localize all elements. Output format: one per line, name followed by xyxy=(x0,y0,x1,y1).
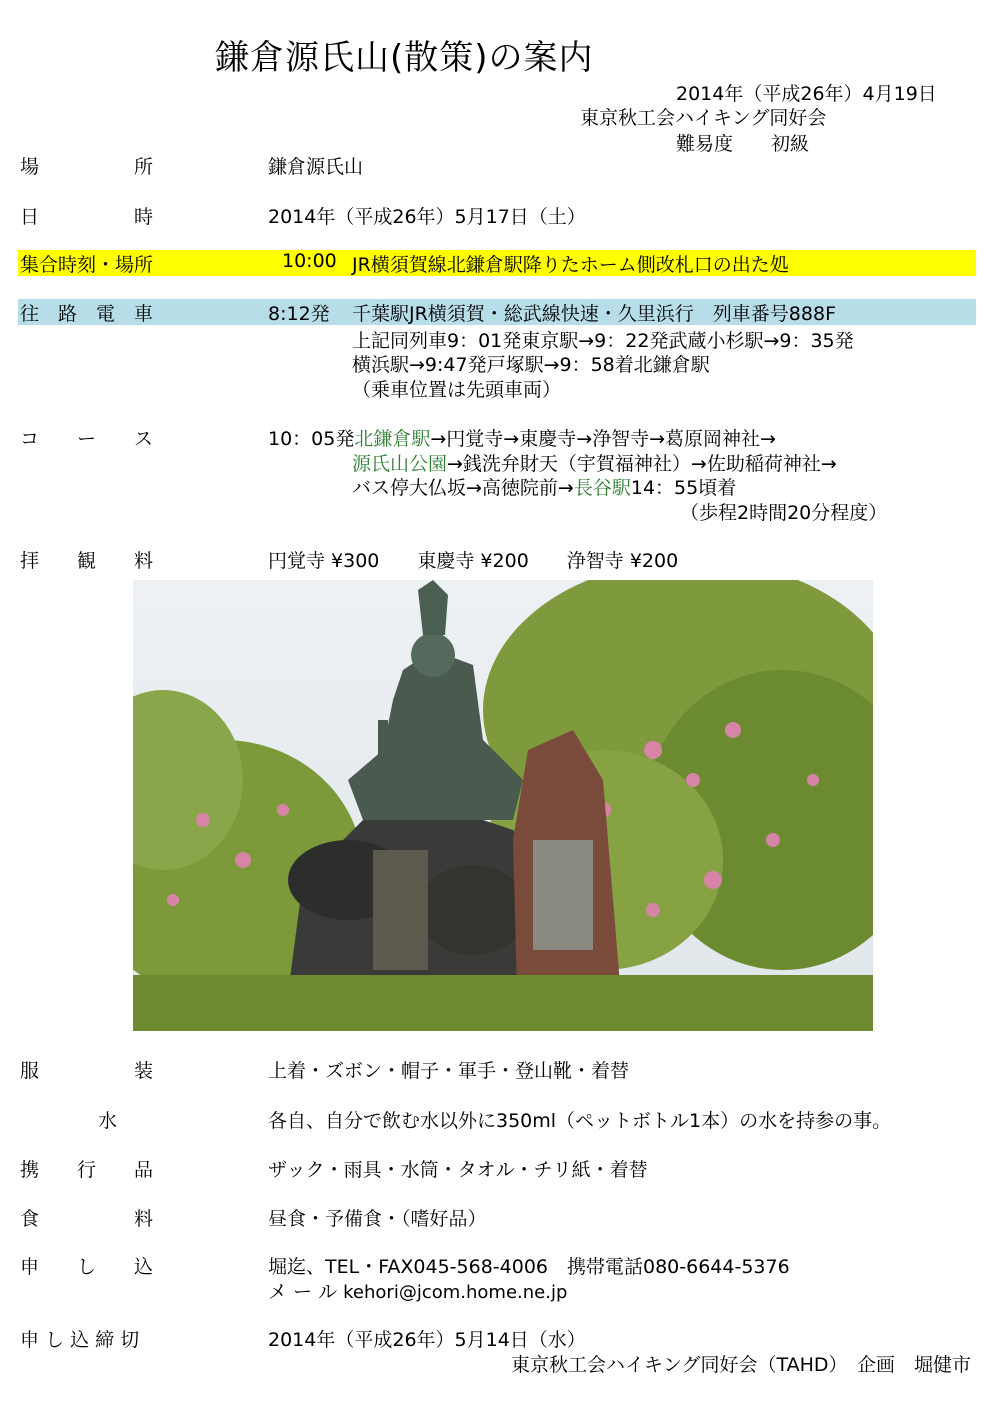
food-label: 食 料 xyxy=(20,1208,154,1230)
statue-photo-illustration xyxy=(133,580,873,1031)
station-genjiyama-park: 源氏山公園 xyxy=(352,453,448,475)
course-label: コ ー ス xyxy=(20,428,154,450)
items-label: 携 行 品 xyxy=(20,1159,154,1181)
apply-contact: 堀迄、TEL・FAX045-568-4006 携帯電話080-6644-5376 xyxy=(268,1256,790,1278)
fees-label: 拝 観 料 xyxy=(20,550,154,572)
train-line-2: 上記同列車9：01発東京駅→9：22発武蔵小杉駅→9：35発 xyxy=(352,330,854,352)
deadline-label: 申 し 込 締 切 xyxy=(20,1329,140,1351)
statue-photo xyxy=(133,580,873,1031)
deadline-row xyxy=(0,1325,991,1351)
station-hase: 長谷駅 xyxy=(573,477,631,499)
datetime-row xyxy=(0,202,991,228)
water-value: 各自、自分で飲む水以外に350ml（ペットボトル1本）の水を持参の事。 xyxy=(268,1110,892,1132)
place-label: 場 所 xyxy=(20,156,154,178)
course-start-time: 10：05発 xyxy=(268,428,355,450)
datetime-value: 2014年（平成26年）5月17日（土） xyxy=(268,206,586,228)
course-line-2-rest: →銭洗弁財天（宇賀福神社）→佐助稲荷神社→ xyxy=(447,453,837,475)
deadline-value: 2014年（平成26年）5月14日（水） xyxy=(268,1329,586,1351)
water-row xyxy=(0,1106,991,1132)
train-label: 往 路 電 車 xyxy=(20,303,154,325)
train-line-4: （乗車位置は先頭車両） xyxy=(352,379,562,401)
meeting-place: JR横須賀線北鎌倉駅降りたホーム側改札口の出た処 xyxy=(352,254,789,276)
items-row xyxy=(0,1155,991,1181)
organization-name: 東京秋工会ハイキング同好会 xyxy=(580,107,827,129)
fees-row xyxy=(0,546,991,572)
clothing-row xyxy=(0,1056,991,1082)
course-line-1-rest: →円覚寺→東慶寺→浄智寺→葛原岡神社→ xyxy=(430,428,776,450)
station-kitakamakura: 北鎌倉駅 xyxy=(354,428,431,450)
meeting-time: 10:00 xyxy=(282,250,337,272)
food-value: 昼食・予備食・（嗜好品） xyxy=(268,1208,487,1230)
clothing-label: 服 装 xyxy=(20,1060,154,1082)
items-value: ザック・雨具・水筒・タオル・チリ紙・着替 xyxy=(268,1159,648,1181)
place-value: 鎌倉源氏山 xyxy=(268,156,364,178)
food-row xyxy=(0,1204,991,1230)
course-line-3 xyxy=(352,473,736,500)
meeting-row xyxy=(18,250,976,276)
water-label: 水 xyxy=(98,1110,118,1132)
email-address: kehori@jcom.home.ne.jp xyxy=(343,1282,568,1303)
fees-value: 円覚寺 ¥300 東慶寺 ¥200 浄智寺 ¥200 xyxy=(268,550,679,572)
course-line-1 xyxy=(268,424,776,451)
course-line-2 xyxy=(352,449,837,476)
apply-row xyxy=(0,1252,991,1278)
footer-organizer: 東京秋工会ハイキング同好会（TAHD） 企画 堀健市 xyxy=(511,1354,971,1376)
train-row xyxy=(18,299,976,325)
apply-email-line xyxy=(268,1277,567,1304)
clothing-value: 上着・ズボン・帽子・軍手・登山靴・着替 xyxy=(268,1060,630,1082)
meeting-label: 集合時刻・場所 xyxy=(20,254,154,276)
course-row xyxy=(0,424,991,450)
place-row xyxy=(0,152,991,178)
train-line-3: 横浜駅→9:47発戸塚駅→9：58着北鎌倉駅 xyxy=(352,354,710,376)
difficulty-level: 難易度 初級 xyxy=(676,133,810,155)
course-line-3-pre: バス停大仏坂→高徳院前→ xyxy=(352,477,574,499)
email-label: メ ー ル xyxy=(268,1281,338,1303)
course-line-3-post: 14：55頃着 xyxy=(630,477,737,499)
course-duration: （歩程2時間20分程度） xyxy=(680,502,888,524)
datetime-label: 日 時 xyxy=(20,206,154,228)
apply-label: 申 し 込 xyxy=(20,1256,154,1278)
page-title: 鎌倉源氏山(散策)の案内 xyxy=(215,38,594,78)
train-line-1: 千葉駅JR横須賀・総武線快速・久里浜行 列車番号888F xyxy=(352,303,837,325)
train-time: 8:12発 xyxy=(268,303,330,325)
issue-date: 2014年（平成26年）4月19日 xyxy=(676,83,937,105)
